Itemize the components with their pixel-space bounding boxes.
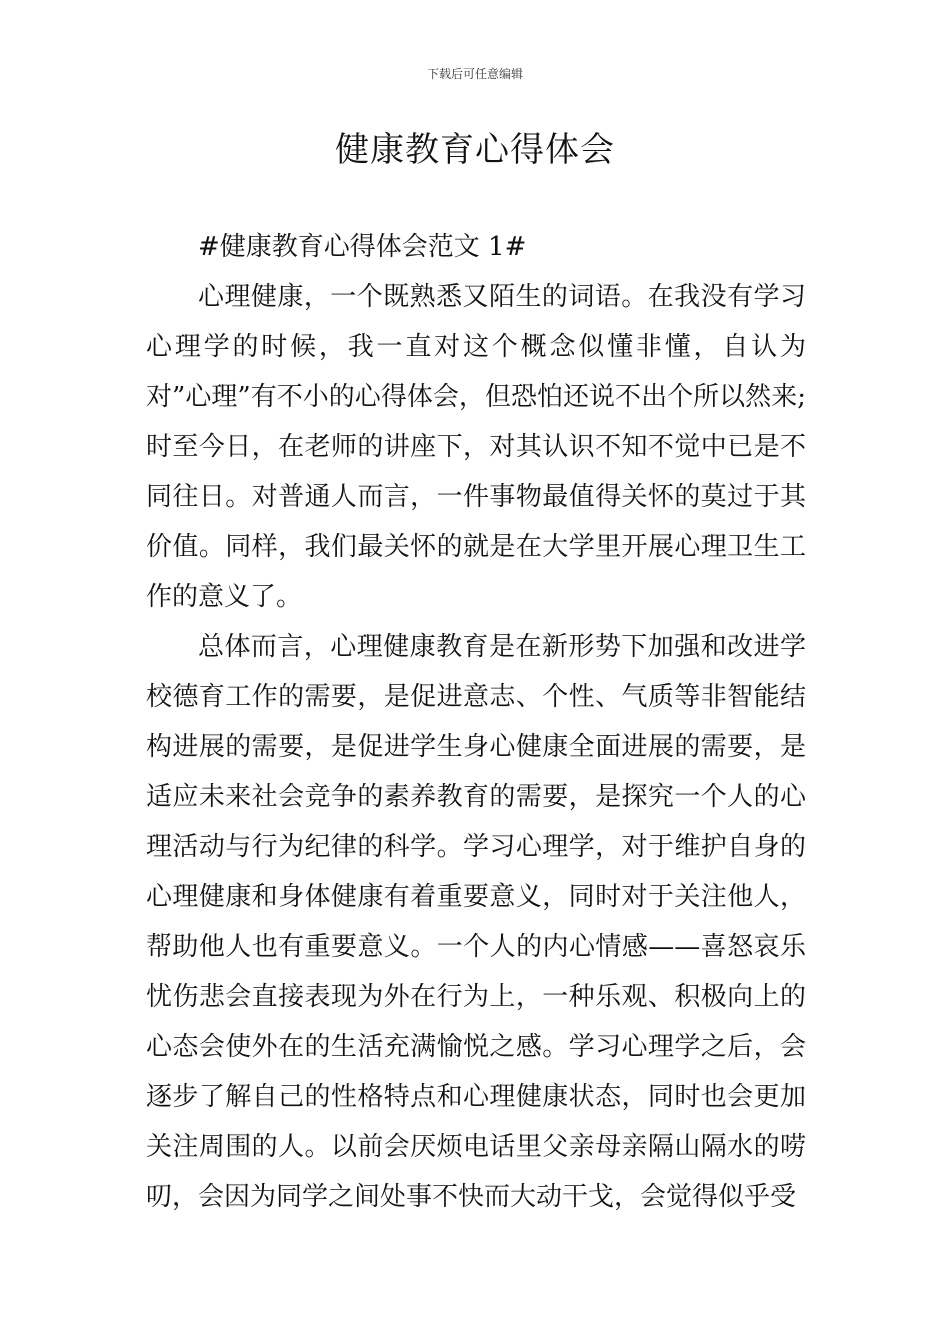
paragraph-1: 心理健康，一个既熟悉又陌生的词语。在我没有学习心理学的时候，我一直对这个概念似懂非懂，自认为对”心理”有不小的心得体会，但恐怕还说不出个所以然来;时至今日，在老师的讲座下，对其认识不知不觉中已是不同往日。对普通人而言，一件事物最值得关怀的莫过于其价值。同样，我们最关怀的就是在大学里开展心理卫生工作的意义了。 — [146, 282, 806, 612]
document-title: 健康教育心得体会 — [335, 130, 615, 170]
paragraph-2: 总体而言，心理健康教育是在新形势下加强和改进学校德育工作的需要，是促进意志、个性、气质等非智能结构进展的需要，是促进学生身心健康全面进展的需要，是适应未来社会竞争的素养教育的需要，是探究一个人的心理活动与行为纪律的科学。学习心理学，对于维护自身的心理健康和身体健康有着重要意义，同时对于关注他人，帮助他人也有重要意义。一个人的内心情感——喜怒哀乐忧伤悲会直接表现为外在行为上，一种乐观、积极向上的心态会使外在的生活充满愉悦之感。学习心理学之后，会逐步了解自己的性格特点和心理健康状态，同时也会更加关注周围的人。以前会厌烦电话里父亲母亲隔山隔水的唠叨，会因为同学之间处事不快而大动干戈，会觉得似乎受 — [146, 632, 806, 1212]
document-body — [146, 222, 806, 1222]
section-heading: #健康教育心得体会范文 1# — [198, 232, 527, 262]
header-note: 下载后可任意编辑 — [426, 67, 523, 81]
